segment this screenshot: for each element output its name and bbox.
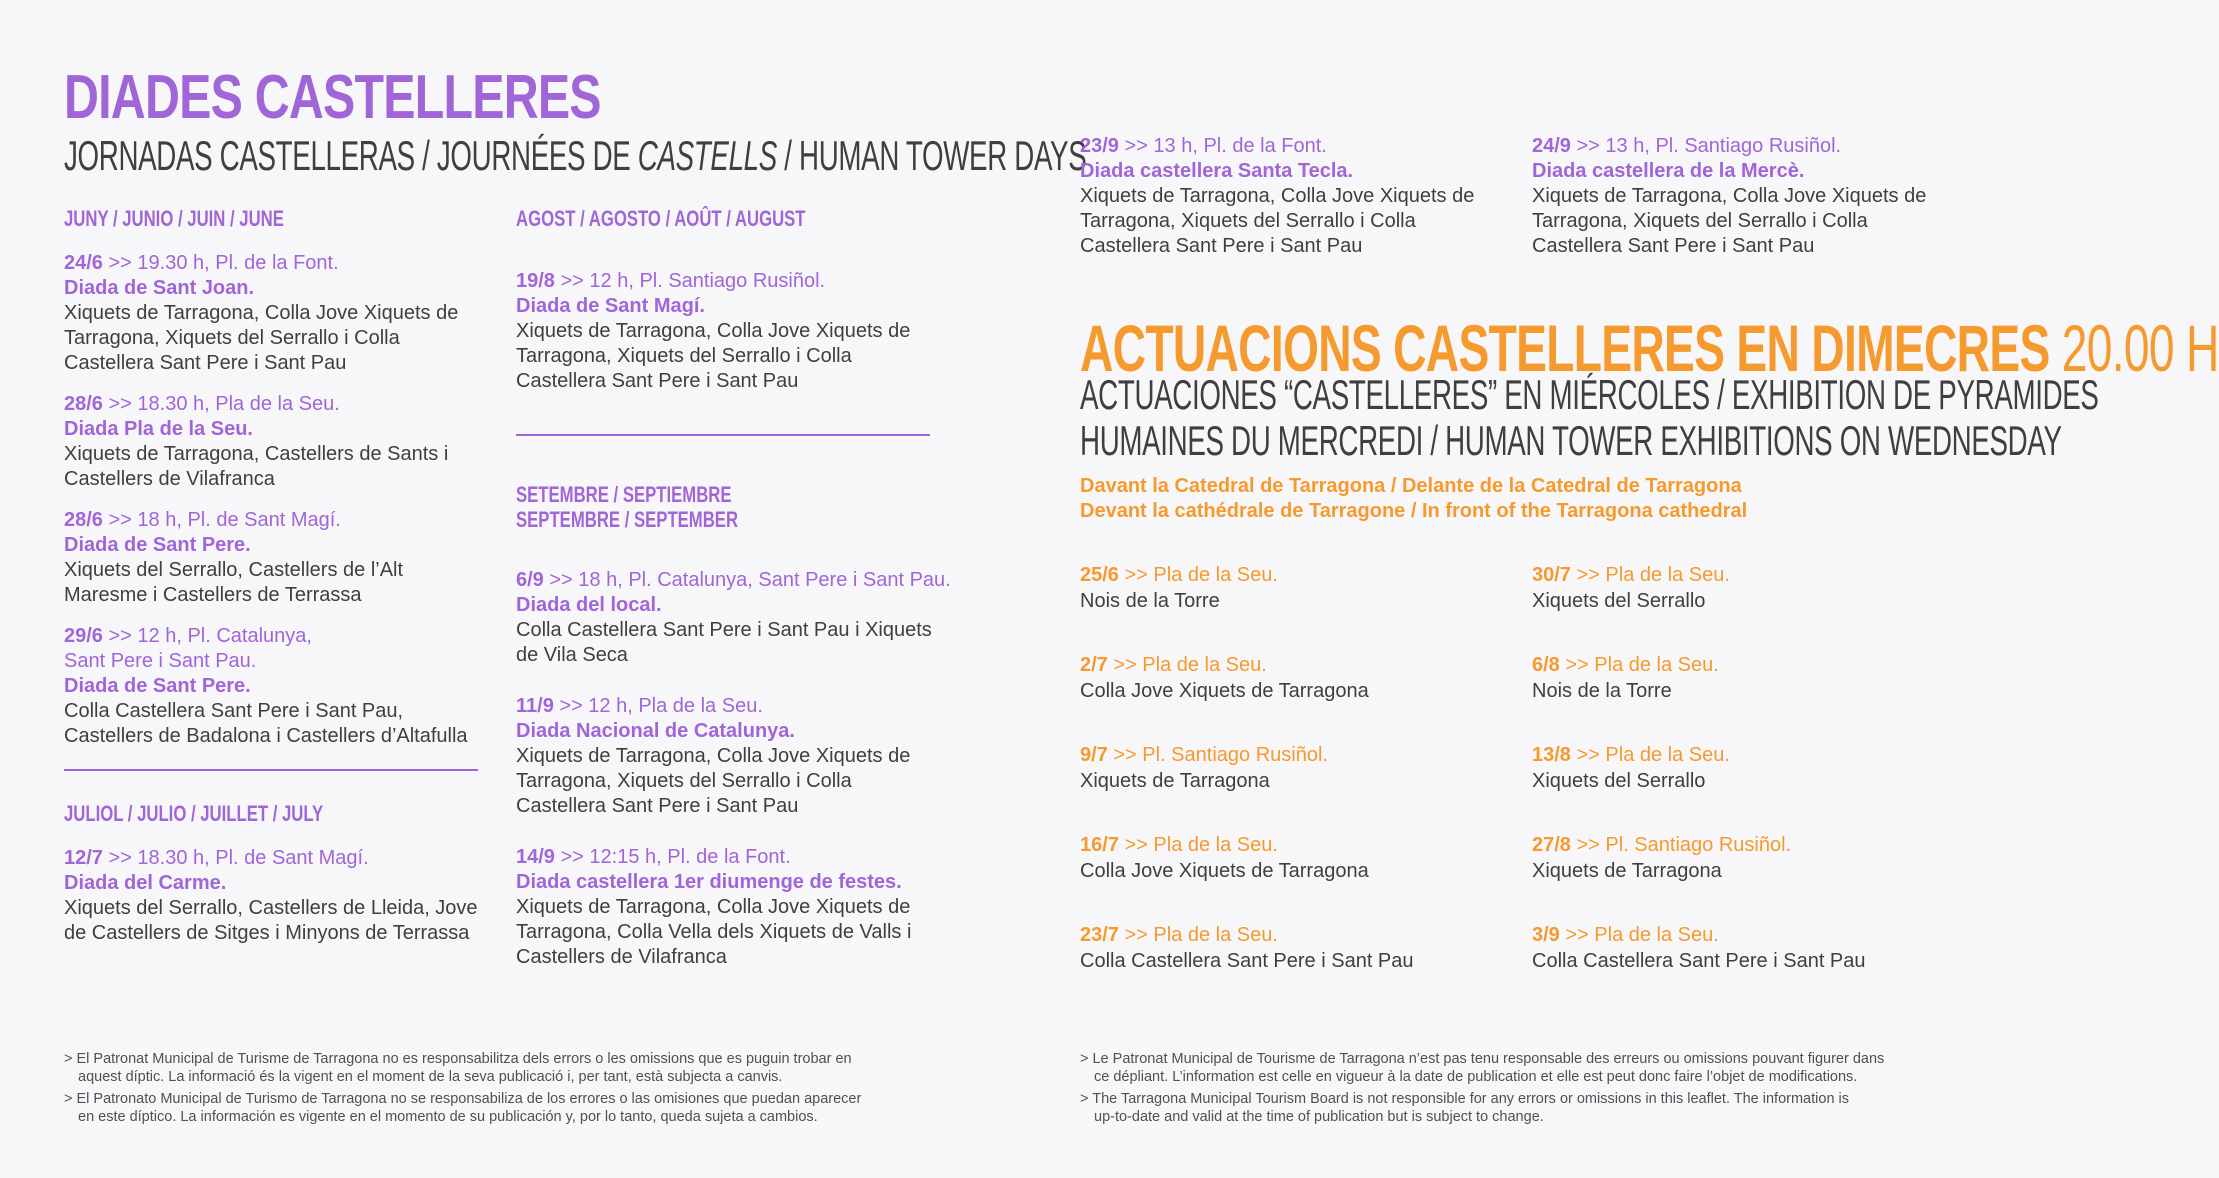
month-heading-june: JUNY / JUNIO / JUIN / JUNE bbox=[64, 206, 284, 231]
list-item: 19/8 >> 12 h, Pl. Santiago Rusiñol. Diada de Sant Magí. Xiquets de Tarragona, Colla Jove Xiquets de Tarragona, Xiquets del Serrallo i Colla Castellera Sant Pere i Sant Pau bbox=[516, 270, 911, 392]
list-item: 9/7 >> Pl. Santiago Rusiñol. Xiquets de Tarragona bbox=[1080, 744, 1328, 792]
list-item: 2/7 >> Pla de la Seu. Colla Jove Xiquets de Tarragona bbox=[1080, 654, 1369, 702]
disclaimer-ca-es: > El Patronat Municipal de Turisme de Tarragona no es responsabilitza dels errors o les omissions que es puguin trobar en aquest díptic. La informació és la vigent en el moment de la seva publicació i, per tant, està subjecta a canvis. > El Patronato Municipal de Turismo de Tarragona no se responsabiliza de los errores o las omisiones que puedan aparecer en este díptico. La información es vigente en el momento de su publicación y, por lo tanto, queda sujeta a cambios. bbox=[64, 1051, 862, 1125]
list-item: 25/6 >> Pla de la Seu. Nois de la Torre bbox=[1080, 564, 1278, 612]
wednesday-location: Davant la Catedral de Tarragona / Delante de la Catedral de Tarragona Devant la cathédrale de Tarragone / In front of the Tarragona cathedral bbox=[1080, 475, 1748, 522]
disclaimer-fr-en: > Le Patronat Municipal de Tourisme de Tarragona n’est pas tenu responsable des erreurs ou omissions pouvant figurer dans ce dépliant. L’information est celle en vigueur à la date de publication et elle est peut donc faire l’objet de modifications. > The Tarragona Municipal Tourism Board is not responsible for any errors or omissions in this leaflet. The information is up-to-date and valid at the time of publication but is subject to change. bbox=[1080, 1051, 1885, 1125]
list-item: 16/7 >> Pla de la Seu. Colla Jove Xiquets de Tarragona bbox=[1080, 834, 1369, 882]
august-september-column bbox=[516, 206, 951, 970]
list-item: 12/7 >> 18.30 h, Pl. de Sant Magí. Diada del Carme. Xiquets del Serrallo, Castellers de Lleida, Jove de Castellers de Sitges i Minyons de Terrassa bbox=[64, 847, 478, 944]
list-item: 23/9 >> 13 h, Pl. de la Font. Diada castellera Santa Tecla. Xiquets de Tarragona, Colla Jove Xiquets de Tarragona, Xiquets del Serrallo i Colla Castellera Sant Pere i Sant Pau bbox=[1080, 135, 1475, 257]
wednesday-title: ACTUACIONS CASTELLERES EN DIMECRES 20.00 H bbox=[1080, 311, 2219, 385]
list-item: 24/9 >> 13 h, Pl. Santiago Rusiñol. Diada castellera de la Mercè. Xiquets de Tarragona, Colla Jove Xiquets de Tarragona, Xiquets del Serrallo i Colla Castellera Sant Pere i Sant Pau bbox=[1532, 135, 1927, 257]
divider bbox=[64, 769, 478, 771]
wednesday-list-right bbox=[1532, 562, 1952, 974]
list-item: 28/6 >> 18 h, Pl. de Sant Magí. Diada de Sant Pere. Xiquets del Serrallo, Castellers de l’Alt Maresme i Castellers de Terrassa bbox=[64, 509, 404, 606]
list-item: 29/6 >> 12 h, Pl. Catalunya, Sant Pere i Sant Pau. bbox=[64, 625, 312, 672]
june-july-column bbox=[64, 206, 484, 946]
list-item: 6/9 >> 18 h, Pl. Catalunya, Sant Pere i Sant Pau. Diada del local. Colla Castellera Sant Pere i Sant Pau i Xiquets de Vila Seca bbox=[516, 569, 951, 666]
list-item: 13/8 >> Pla de la Seu. Xiquets del Serrallo bbox=[1532, 744, 1730, 792]
list-item: 11/9 >> 12 h, Pla de la Seu. Diada Nacional de Catalunya. Xiquets de Tarragona, Colla Jove Xiquets de Tarragona, Xiquets del Serrallo i Colla Castellera Sant Pere i Sant Pau bbox=[516, 695, 911, 817]
list-item: 23/7 >> Pla de la Seu. Colla Castellera Sant Pere i Sant Pau bbox=[1080, 924, 1414, 972]
list-item: 30/7 >> Pla de la Seu. Xiquets del Serrallo bbox=[1532, 564, 1730, 612]
page-subtitle: JORNADAS CASTELLERAS / JOURNÉES DE CASTELLS / HUMAN TOWER DAYS bbox=[64, 132, 1087, 179]
list-item-details: Diada de Sant Pere. Colla Castellera Sant Pere i Sant Pau, Castellers de Badalona i Castellers d’Altafulla bbox=[64, 675, 468, 747]
month-heading-august: AGOST / AGOSTO / AOÛT / AUGUST bbox=[516, 206, 806, 231]
list-item: 24/6 >> 19.30 h, Pl. de la Font. Diada de Sant Joan. Xiquets de Tarragona, Colla Jove Xiquets de Tarragona, Xiquets del Serrallo i Colla Castellera Sant Pere i Sant Pau bbox=[64, 252, 459, 374]
list-item: 28/6 >> 18.30 h, Pla de la Seu. Diada Pla de la Seu. Xiquets de Tarragona, Castellers de Sants i Castellers de Vilafranca bbox=[64, 393, 449, 490]
wednesday-list-left bbox=[1080, 562, 1500, 974]
divider bbox=[516, 434, 930, 436]
page-title: DIADES CASTELLERES bbox=[64, 63, 601, 132]
list-item: 27/8 >> Pl. Santiago Rusiñol. Xiquets de Tarragona bbox=[1532, 834, 1792, 882]
list-item: 3/9 >> Pla de la Seu. Colla Castellera Sant Pere i Sant Pau bbox=[1532, 924, 1866, 972]
wednesday-subtitle: ACTUACIONES “CASTELLERES” EN MIÉRCOLES / EXHIBITION DE PYRAMIDES HUMAINES DU MERCREDI / HUMAN TOWER EXHIBITIONS ON WEDNESDAY bbox=[1080, 371, 2099, 464]
month-heading-july: JULIOL / JULIO / JUILLET / JULY bbox=[64, 801, 324, 826]
list-item: 14/9 >> 12:15 h, Pl. de la Font. Diada castellera 1er diumenge de festes. Xiquets de Tarragona, Colla Jove Xiquets de Tarragona, Colla Vella dels Xiquets de Valls i Castellers de Vilafranca bbox=[516, 846, 912, 968]
list-item: 6/8 >> Pla de la Seu. Nois de la Torre bbox=[1532, 654, 1719, 702]
month-heading-september: SETEMBRE / SEPTIEMBRE SEPTEMBRE / SEPTEMBER bbox=[516, 482, 739, 532]
